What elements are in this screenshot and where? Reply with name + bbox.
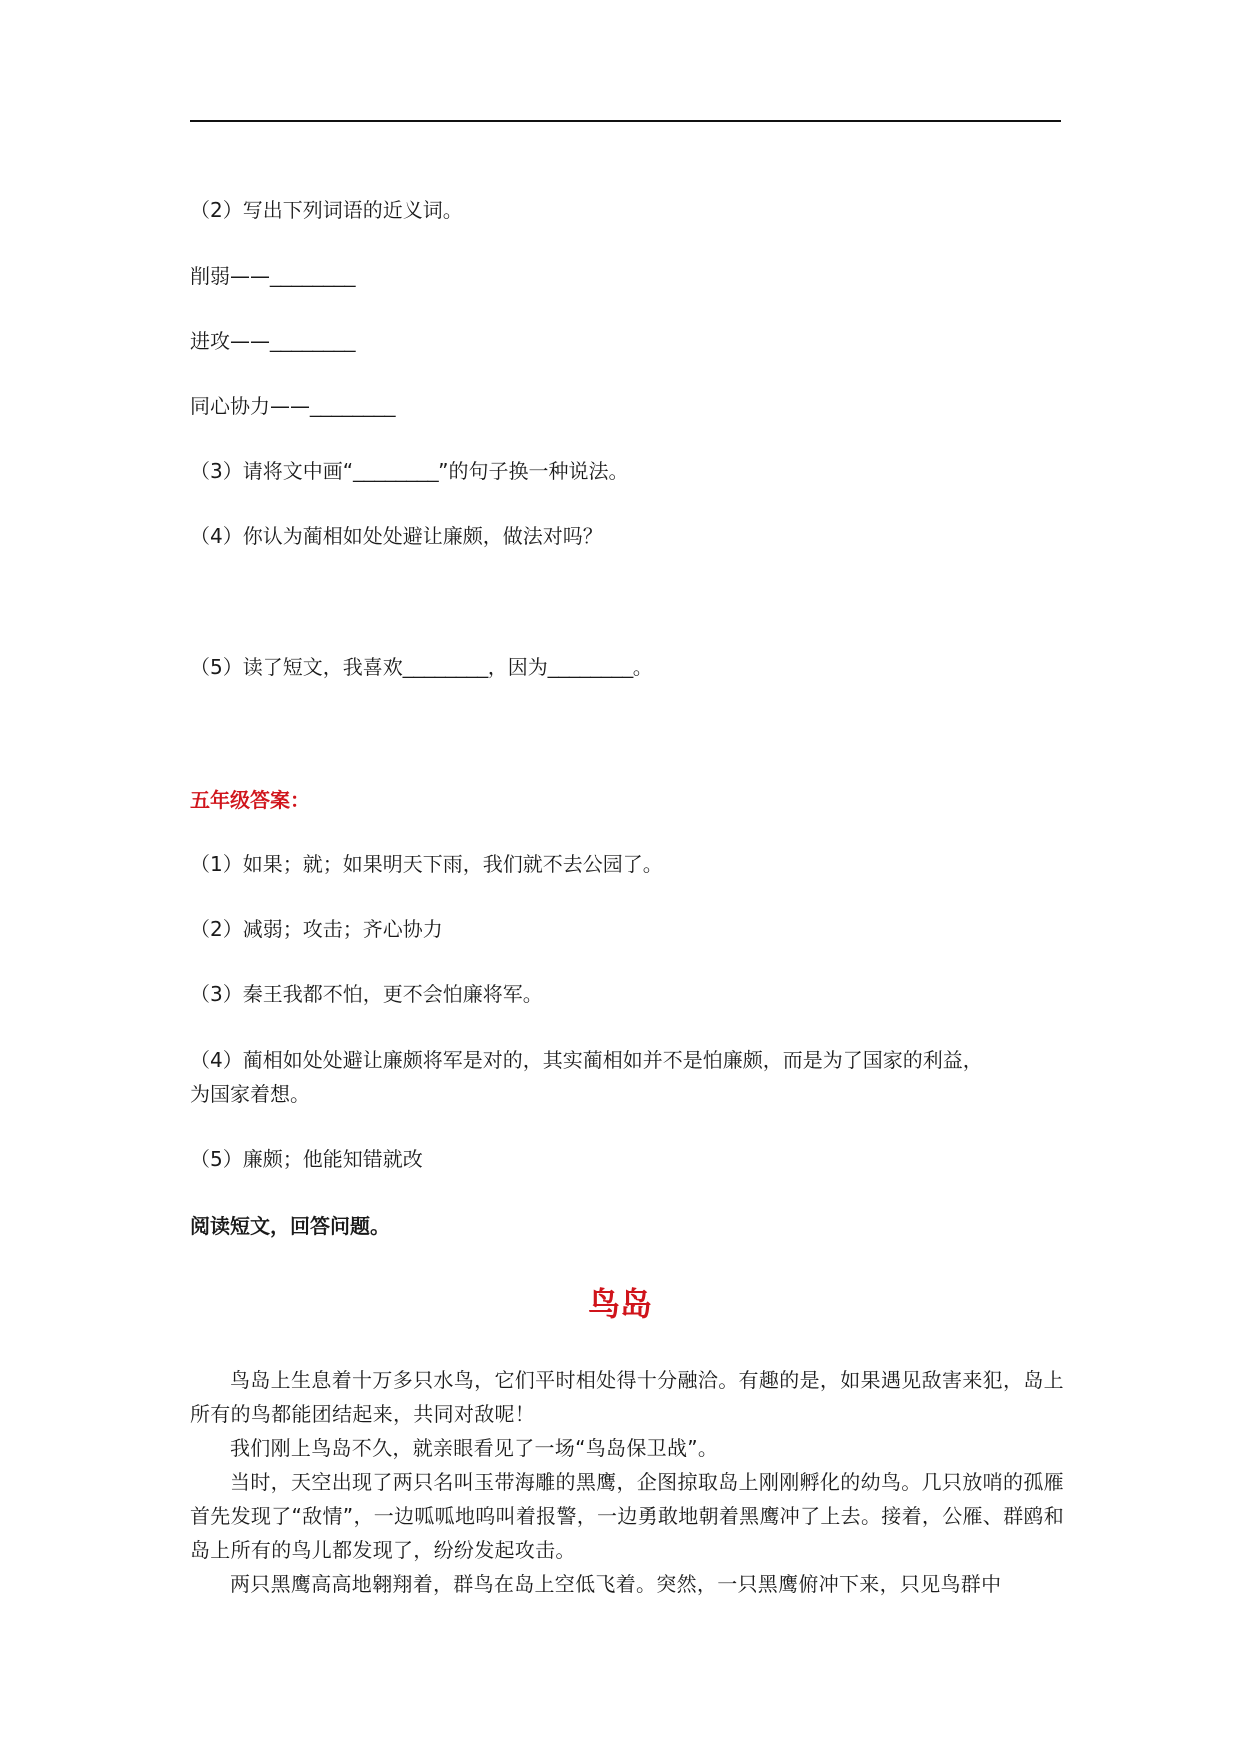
answer-5: （5）廉颇；他能知错就改 [190,1147,423,1171]
answer-blank: ________ [310,396,395,418]
passage-paragraph-1: 鸟岛上生息着十万多只水鸟，它们平时相处得十分融洽。有趣的是，如果遇见敌害来犯，岛上所有的鸟都能团结起来，共同对敌呢！ [190,1368,1064,1426]
answer-1: （1）如果；就；如果明天下雨，我们就不去公园了。 [190,852,663,876]
passage-paragraph-4: 两只黑鹰高高地翱翔着，群鸟在岛上空低飞着。突然，一只黑鹰俯冲下来，只见鸟群中 [230,1572,1002,1596]
synonym-word: 削弱—— [190,264,270,288]
question-3-suffix: ”的句子换一种说法。 [438,459,629,483]
answer-blank: ________ [402,657,488,679]
passage-paragraph-2: 我们刚上鸟岛不久，就亲眼看见了一场“鸟岛保卫战”。 [230,1436,719,1460]
synonym-word: 进攻—— [190,329,270,353]
answer-2: （2）减弱；攻击；齐心协力 [190,917,443,941]
passage-paragraph-3: 当时，天空出现了两只名叫玉带海雕的黑鹰，企图掠取岛上刚刚孵化的幼鸟。几只放哨的孤雁首先发现了“敌情”，一边呱呱地呜叫着报警，一边勇敢地朝着黑鹰冲了上去。接着，公雁、群鸥和岛上所有的鸟儿都发现了，纷纷发起攻击。 [190,1470,1064,1562]
synonym-item-3 [190,392,395,421]
answers-heading: 五年级答案： [190,788,310,812]
question-5-suffix: 。 [632,655,653,679]
passage-title: 鸟岛 [587,1285,652,1323]
question-5-middle: ，因为 [487,655,548,679]
synonym-word: 同心协力—— [190,394,310,418]
question-5-prefix: （5）读了短文，我喜欢 [190,655,403,679]
answer-4-line-2: 为国家着想。 [190,1082,310,1106]
question-2: （2）写出下列词语的近义词。 [190,198,463,222]
answer-blank: ________ [353,461,439,483]
question-3-prefix: （3）请将文中画“ [190,459,354,483]
answer-blank: ________ [547,657,633,679]
answer-3: （3）秦王我都不怕，更不会怕廉将军。 [190,982,543,1006]
synonym-item-1 [190,262,355,291]
reading-instruction: 阅读短文，回答问题。 [190,1214,390,1238]
question-3 [190,457,628,486]
synonym-item-2 [190,327,355,356]
answer-blank: ________ [270,266,355,288]
answer-blank: ________ [270,331,355,353]
answer-4-line-1: （4）蔺相如处处避让廉颇将军是对的，其实蔺相如并不是怕廉颇，而是为了国家的利益， [190,1048,983,1072]
passage-body [190,1363,1064,1601]
question-5 [190,653,653,682]
header-rule [190,120,1061,122]
question-4: （4）你认为蔺相如处处避让廉颇，做法对吗？ [190,524,603,548]
